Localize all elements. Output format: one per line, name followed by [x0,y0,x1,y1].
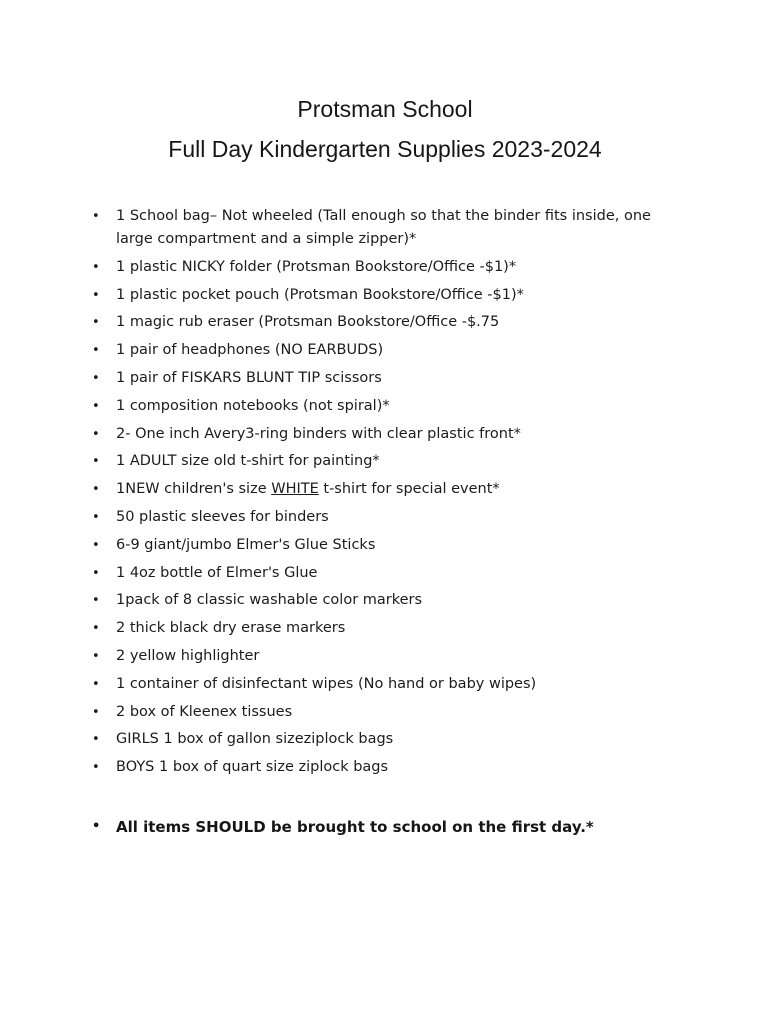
final-note [92,815,736,839]
item-text: 1 container of disinfectant wipes (No hand or baby wipes) [116,675,537,692]
list-item [92,589,692,612]
list-item [92,673,692,696]
list-item [92,395,692,418]
bullet-icon: • [92,454,100,470]
item-text: 1 plastic pocket pouch (Protsman Bookstore/Office -$1)* [116,286,524,303]
bullet-icon: • [92,760,100,776]
list-item [92,450,692,473]
list-item [92,562,692,585]
item-text: 1 pair of headphones (NO EARBUDS) [116,342,384,359]
list-item [92,478,692,501]
item-text: 2 box of Kleenex tissues [116,703,293,720]
item-text: 6-9 giant/jumbo Elmer's Glue Sticks [116,536,376,553]
item-text: 2 thick black dry erase markers [116,620,346,637]
item-text: 1 pair of FISKARS BLUNT TIP scissors [116,369,382,386]
bullet-icon: • [92,565,100,581]
final-note-text: All items SHOULD be brought to school on the first day.* [116,818,594,836]
list-item [92,534,692,557]
item-text: 1 4oz bottle of Elmer's Glue [116,564,318,581]
item-text-after: t-shirt for special event* [318,481,500,498]
list-item [92,311,692,334]
item-text: 1 School bag– Not wheeled (Tall enough so that the binder fits inside, one large compartment and a simple zipper)* [116,208,651,247]
item-text: GIRLS 1 box of gallon sizeziplock bags [116,731,394,748]
bullet-icon: • [92,537,100,553]
list-item [92,256,692,279]
item-text: 2- One inch Avery3-ring binders with clear plastic front* [116,425,521,442]
item-text: 50 plastic sleeves for binders [116,508,329,525]
list-item [92,205,692,251]
bullet-icon: • [92,426,100,442]
item-text-before: 1NEW children's size [116,481,272,498]
bullet-icon: • [92,704,100,720]
bullet-icon: • [92,648,100,664]
bullet-icon: • [92,343,100,359]
list-item [92,728,692,751]
bullet-icon: • [92,482,100,498]
bullet-icon: • [92,259,100,275]
list-item [92,645,692,668]
bullet-icon: • [92,398,100,414]
bullet-icon: • [92,287,100,303]
bullet-icon: • [92,509,100,525]
item-text: 1pack of 8 classic washable color markers [116,592,423,609]
list-item [92,367,692,390]
bullet-icon: • [92,621,100,637]
page-title: Protsman School [297,96,473,122]
item-text: 1 magic rub eraser (Protsman Bookstore/Office -$.75 [116,314,500,331]
item-text-underlined: WHITE [271,481,319,498]
item-text: 2 yellow highlighter [116,647,260,664]
bullet-icon: • [92,315,100,331]
bullet-icon: • [92,370,100,386]
bullet-icon: • [92,676,100,692]
bullet-icon: • [92,209,100,224]
item-text: 1 ADULT size old t-shirt for painting* [116,453,380,470]
list-item [92,756,692,779]
list-item [92,506,692,529]
list-item [92,701,692,724]
item-text: 1 composition notebooks (not spiral)* [116,397,390,414]
list-item [92,423,692,446]
list-item [92,284,692,307]
list-item [92,617,692,640]
page-subtitle: Full Day Kindergarten Supplies 2023-2024 [168,136,602,162]
supply-list [92,205,692,784]
bullet-icon: • [92,819,101,834]
list-item [92,339,692,362]
bullet-icon: • [92,593,100,609]
bullet-icon: • [92,732,100,748]
item-text: 1 plastic NICKY folder (Protsman Bookstore/Office -$1)* [116,258,517,275]
item-text: BOYS 1 box of quart size ziplock bags [116,759,389,776]
